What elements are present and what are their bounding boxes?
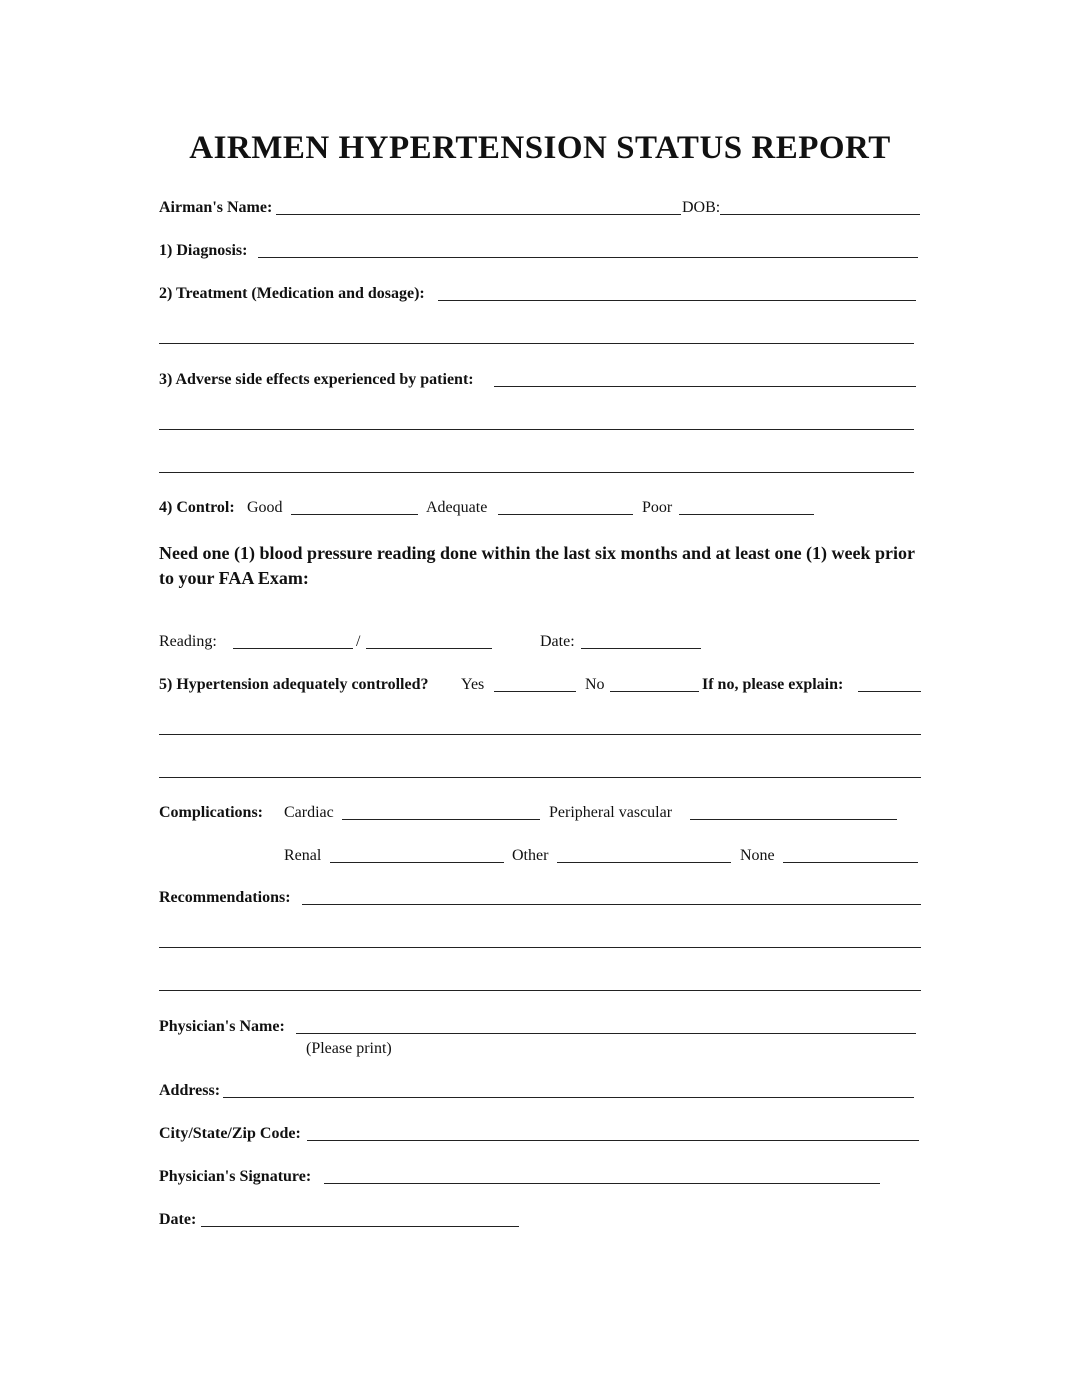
renal-label: Renal [284,847,322,864]
physician-signature-label: Physician's Signature: [159,1168,312,1185]
airman-name-field[interactable] [276,214,681,215]
control-poor-label: Poor [642,499,673,516]
city-state-zip-field[interactable] [307,1140,919,1141]
none-field[interactable] [783,862,918,863]
control-good-field[interactable] [291,514,418,515]
reading-date-label: Date: [540,633,575,650]
reading-date-field[interactable] [581,648,701,649]
diagnosis-field[interactable] [258,257,918,258]
explain-field-line-3[interactable] [159,777,921,778]
reading-diastolic-field[interactable] [366,648,492,649]
physician-name-field[interactable] [296,1033,916,1034]
diagnosis-label: 1) Diagnosis: [159,242,248,259]
address-field[interactable] [223,1097,914,1098]
treatment-label: 2) Treatment (Medication and dosage): [159,285,425,302]
treatment-field-line-2[interactable] [159,343,914,344]
adverse-effects-field-line-2[interactable] [159,429,914,430]
cardiac-field[interactable] [342,819,540,820]
recommendations-field-line-3[interactable] [159,990,921,991]
recommendations-label: Recommendations: [159,889,291,906]
physician-signature-field[interactable] [324,1183,880,1184]
peripheral-vascular-label: Peripheral vascular [549,804,673,821]
reading-label: Reading: [159,633,217,650]
address-label: Address: [159,1082,221,1099]
no-label: No [585,676,605,693]
renal-field[interactable] [330,862,504,863]
adverse-effects-label: 3) Adverse side effects experienced by patient: [159,371,474,388]
recommendations-field[interactable] [302,904,921,905]
reading-slash: / [356,633,361,650]
airman-name-label: Airman's Name: [159,199,273,216]
control-label: 4) Control: [159,499,235,516]
control-good-label: Good [247,499,283,516]
reading-systolic-field[interactable] [233,648,353,649]
control-adequate-field[interactable] [498,514,633,515]
hypertension-controlled-label: 5) Hypertension adequately controlled? [159,676,429,693]
date-field[interactable] [201,1226,519,1227]
yes-label: Yes [461,676,485,693]
control-poor-field[interactable] [679,514,814,515]
blood-pressure-notice: Need one (1) blood pressure reading done within the last six months and at least one (1) week prior to your FAA Exam: [159,543,915,588]
other-label: Other [512,847,549,864]
adverse-effects-field[interactable] [494,386,916,387]
city-state-zip-label: City/State/Zip Code: [159,1125,301,1142]
control-adequate-label: Adequate [426,499,488,516]
adverse-effects-field-line-3[interactable] [159,472,914,473]
please-print-note: (Please print) [306,1040,392,1057]
peripheral-vascular-field[interactable] [690,819,897,820]
treatment-field[interactable] [438,300,916,301]
dob-field[interactable] [720,214,920,215]
explain-field[interactable] [858,691,921,692]
complications-label: Complications: [159,804,263,821]
cardiac-label: Cardiac [284,804,334,821]
no-field[interactable] [610,691,699,692]
other-field[interactable] [557,862,731,863]
yes-field[interactable] [494,691,576,692]
explain-field-line-2[interactable] [159,734,921,735]
page-title: AIRMEN HYPERTENSION STATUS REPORT [189,130,891,166]
recommendations-field-line-2[interactable] [159,947,921,948]
explain-label: If no, please explain: [702,676,844,693]
physician-name-label: Physician's Name: [159,1018,285,1035]
none-label: None [740,847,775,864]
dob-label: DOB: [682,199,721,216]
date-label: Date: [159,1211,197,1228]
